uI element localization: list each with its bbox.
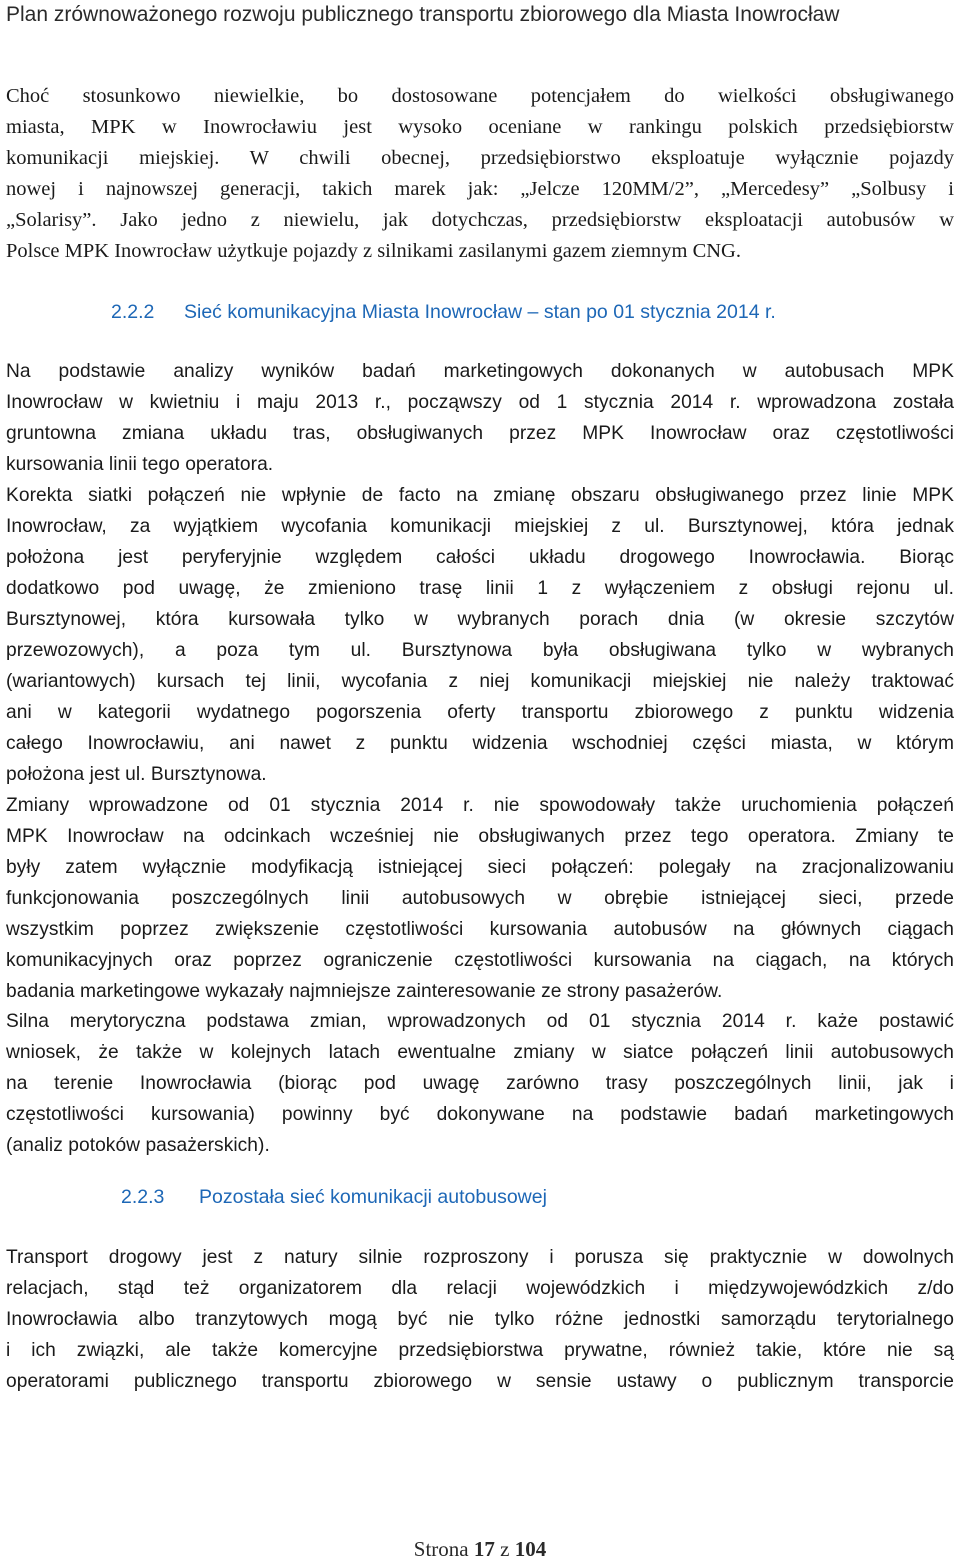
paragraph-future-changes: [6, 1006, 954, 1161]
text-line: komunikacji miejskiej. W chwili obecnej, przedsiębiorstwo eksploatuje wyłącznie pojazdy: [6, 147, 954, 169]
text-line: Zmiany wprowadzone od 01 stycznia 2014 r. nie spowodowały także uruchomienia połączeń: [6, 795, 954, 816]
page-footer: [0, 1535, 960, 1563]
text-line: miasta, MPK w Inowrocławiu jest wysoko oceniane w rankingu polskich przedsiębiorstw: [6, 116, 954, 138]
text-line: Inowrocław, za wyjątkiem wycofania komunikacji miejskiej z ul. Bursztynowej, która jednak: [6, 516, 954, 537]
text-line: i ich związki, ale także komercyjne przedsiębiorstwa prywatne, również takie, które nie są: [6, 1340, 954, 1361]
running-header: Plan zrównoważonego rozwoju publicznego transportu zbiorowego dla Miasta Inowrocław: [6, 3, 840, 26]
paragraph-changes-2014: [6, 790, 954, 1007]
text-line: przewozowych), a poza tym ul. Bursztynowa była obsługiwana tylko w wybranych: [6, 640, 954, 661]
text-line: Choć stosunkowo niewielkie, bo dostosowane potencjałem do wielkości obsługiwanego: [6, 85, 954, 107]
paragraph-mpk-intro: [6, 81, 954, 267]
paragraph-network-correction: [6, 480, 954, 790]
text-line: Inowrocławia albo tranzytowych mogą być nie tylko różne jednostki samorządu terytorialnego: [6, 1309, 954, 1330]
footer-separator: z: [500, 1537, 510, 1561]
section-heading-2-2-3: [121, 1182, 547, 1212]
text-line: nowej i najnowszej generacji, takich marek jak: „Jelcze 120MM/2”, „Mercedesy” „Solbusy i: [6, 178, 954, 200]
section-title: Sieć komunikacyjna Miasta Inowrocław – stan po 01 stycznia 2014 r.: [184, 301, 776, 323]
text-line: wniosek, że także w kolejnych latach ewentualne zmiany w siatce połączeń linii autobusowych: [6, 1042, 954, 1063]
text-line: ani w kategorii wydatnego pogorszenia oferty transportu zbiorowego z punktu widzenia: [6, 702, 954, 723]
text-line: „Solarisy”. Jako jedno z niewielu, jak dotychczas, przedsiębiorstw eksploatacji autobusów w: [6, 209, 954, 231]
text-line: relacjach, stąd też organizatorem dla relacji wojewódzkich i międzywojewódzkich z/do: [6, 1278, 954, 1299]
text-line: całego Inowrocławiu, ani nawet z punktu widzenia wschodniej części miasta, w którym: [6, 733, 954, 754]
text-line: Korekta siatki połączeń nie wpłynie de facto na zmianę obszaru obsługiwanego przez linie MPK: [6, 485, 954, 506]
text-line: operatorami publicznego transportu zbiorowego w sensie ustawy o publicznym transporcie: [6, 1371, 954, 1392]
section-heading-2-2-2: [111, 297, 776, 327]
paragraph-road-transport: [6, 1242, 954, 1397]
text-line: komunikacyjnych oraz poprzez ograniczenie częstotliwości kursowania na ciągach, na których: [6, 950, 954, 971]
text-line: położona jest ul. Bursztynowa.: [6, 764, 267, 785]
text-line: Silna merytoryczna podstawa zmian, wprowadzonych od 01 stycznia 2014 r. każe postawić: [6, 1011, 954, 1032]
text-line: Bursztynowej, która kursowała tylko w wybranych porach dnia (w okresie szczytów: [6, 609, 954, 630]
footer-prefix: Strona: [413, 1537, 469, 1561]
section-number: 2.2.2: [111, 301, 155, 323]
text-line: na terenie Inowrocławia (biorąc pod uwagę zarówno trasy poszczególnych linii, jak i: [6, 1073, 954, 1094]
text-line: położona jest peryferyjnie względem całości układu drogowego Inowrocławia. Biorąc: [6, 547, 954, 568]
text-line: Inowrocław w kwietniu i maju 2013 r., począwszy od 1 stycznia 2014 r. wprowadzona została: [6, 392, 954, 413]
text-line: kursowania linii tego operatora.: [6, 454, 274, 475]
text-line: Na podstawie analizy wyników badań marketingowych dokonanych w autobusach MPK: [6, 361, 954, 382]
text-line: Transport drogowy jest z natury silnie rozproszony i porusza się praktycznie w dowolnych: [6, 1247, 954, 1268]
text-line: Polsce MPK Inowrocław użytkuje pojazdy z silnikami zasilanymi gazem ziemnym CNG.: [6, 240, 741, 262]
text-line: (wariantowych) kursach tej linii, wycofania z niej komunikacji miejskiej nie należy traktować: [6, 671, 954, 692]
section-number: 2.2.3: [121, 1186, 165, 1208]
text-line: częstotliwości kursowania) powinny być dokonywane na podstawie badań marketingowych: [6, 1104, 954, 1125]
text-line: MPK Inowrocław na odcinkach wcześniej nie obsługiwanych przez tego operatora. Zmiany te: [6, 826, 954, 847]
text-line: gruntowna zmiana układu tras, obsługiwanych przez MPK Inowrocław oraz częstotliwości: [6, 423, 954, 444]
text-line: dodatkowo pod uwagę, że zmieniono trasę linii 1 z wyłączeniem z obsługi rejonu ul.: [6, 578, 954, 599]
paragraph-analysis: [6, 356, 954, 480]
text-line: były zatem wyłącznie modyfikacją istniejącej sieci połączeń: polegały na zracjonalizowaniu: [6, 857, 954, 878]
footer-total-pages: 104: [514, 1537, 547, 1561]
footer-page-number: 17: [473, 1537, 495, 1561]
section-title: Pozostała sieć komunikacji autobusowej: [199, 1186, 547, 1208]
text-line: wszystkim poprzez zwiększenie częstotliwości kursowania autobusów na głównych ciągach: [6, 919, 954, 940]
text-line: badania marketingowe wykazały najmniejsze zainteresowanie ze strony pasażerów.: [6, 981, 723, 1002]
text-line: funkcjonowania poszczególnych linii autobusowych w obrębie istniejącej sieci, przede: [6, 888, 954, 909]
text-line: (analiz potoków pasażerskich).: [6, 1135, 270, 1156]
